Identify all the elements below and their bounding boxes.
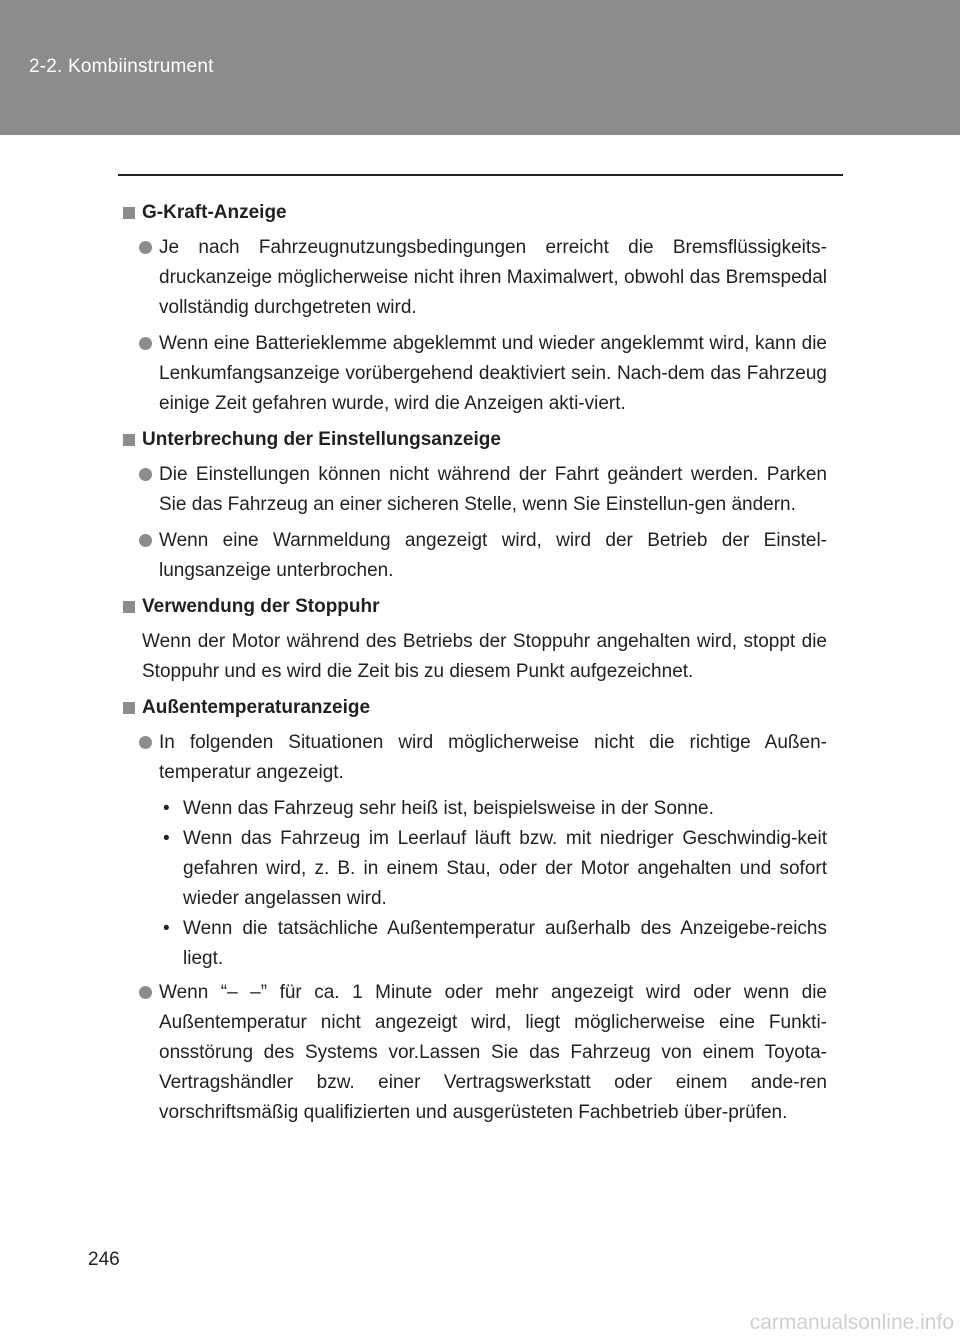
square-bullet-icon — [123, 434, 135, 446]
circle-bullet-icon — [139, 736, 152, 749]
section-gforce — [123, 198, 827, 419]
bullet-item: Wenn “– –” für ca. 1 Minute oder mehr angezeigt wird oder wenn die Außentemperatur nicht angezeigt wird, liegt möglicherweise eine Funkti-onsstörung des Systems vor.Lassen Sie das Fahrzeug von einem Toyota-Vertragshändler bzw. einer Vertragswerkstatt oder einem ande-ren vorschriftsmäßig qualifizierten und ausgerüsteten Fachbetrieb über-prüfen. — [123, 978, 827, 1128]
sub-item: • Wenn das Fahrzeug sehr heiß ist, beispielsweise in der Sonne. — [159, 794, 827, 824]
watermark: carmanualsonline.info — [749, 1311, 954, 1334]
circle-bullet-icon — [139, 468, 152, 481]
page-header — [0, 0, 960, 135]
section-heading: Unterbrechung der Einstellungsanzeige — [123, 425, 827, 455]
bullet-item: Wenn eine Batterieklemme abgeklemmt und wieder angeklemmt wird, kann die Lenkumfangsanzeige vorübergehend deaktiviert sein. Nach-dem das Fahrzeug einige Zeit gefahren wurde, wird die Anzeigen akti-viert. — [123, 329, 827, 419]
square-bullet-icon — [123, 601, 135, 613]
header-title: 2-2. Kombiinstrument — [29, 56, 214, 77]
page-number: 246 — [88, 1249, 120, 1270]
section-interrupt — [123, 425, 827, 586]
main-content — [123, 198, 827, 1134]
top-rule — [118, 174, 843, 176]
section-heading: G-Kraft-Anzeige — [123, 198, 827, 228]
section-paragraph: Wenn der Motor während des Betriebs der Stoppuhr angehalten wird, stoppt die Stoppuhr und es wird die Zeit bis zu diesem Punkt aufgezeichnet. — [142, 631, 827, 682]
section-heading: Außentemperaturanzeige — [123, 693, 827, 723]
dot-bullet-icon: • — [163, 798, 170, 819]
bullet-item: Je nach Fahrzeugnutzungsbedingungen erreicht die Bremsflüssigkeits-druckanzeige möglicherweise nicht ihren Maximalwert, obwohl das Bremspedal vollständig durchgetreten wird. — [123, 233, 827, 323]
section-stopwatch — [123, 592, 827, 687]
sub-item: • Wenn das Fahrzeug im Leerlauf läuft bzw. mit niedriger Geschwindig-keit gefahren wird, z. B. in einem Stau, oder der Motor angehalten und sofort wieder angelassen wird. — [159, 824, 827, 914]
bullet-item: In folgenden Situationen wird möglicherweise nicht die richtige Außen-temperatur angezeigt. — [123, 728, 827, 788]
sub-list — [123, 794, 827, 974]
circle-bullet-icon — [139, 337, 152, 350]
square-bullet-icon — [123, 207, 135, 219]
dot-bullet-icon: • — [163, 828, 170, 849]
circle-bullet-icon — [139, 241, 152, 254]
circle-bullet-icon — [139, 986, 152, 999]
section-outside-temperature — [123, 693, 827, 1128]
sub-item: • Wenn die tatsächliche Außentemperatur außerhalb des Anzeigebe-reichs liegt. — [159, 914, 827, 974]
dot-bullet-icon: • — [163, 918, 170, 939]
square-bullet-icon — [123, 702, 135, 714]
section-heading: Verwendung der Stoppuhr — [123, 592, 827, 622]
circle-bullet-icon — [139, 534, 152, 547]
bullet-item: Die Einstellungen können nicht während der Fahrt geändert werden. Parken Sie das Fahrzeug an einer sicheren Stelle, wenn Sie Einstellun-gen ändern. — [123, 460, 827, 520]
bullet-item: Wenn eine Warnmeldung angezeigt wird, wird der Betrieb der Einstel-lungsanzeige unterbrochen. — [123, 526, 827, 586]
